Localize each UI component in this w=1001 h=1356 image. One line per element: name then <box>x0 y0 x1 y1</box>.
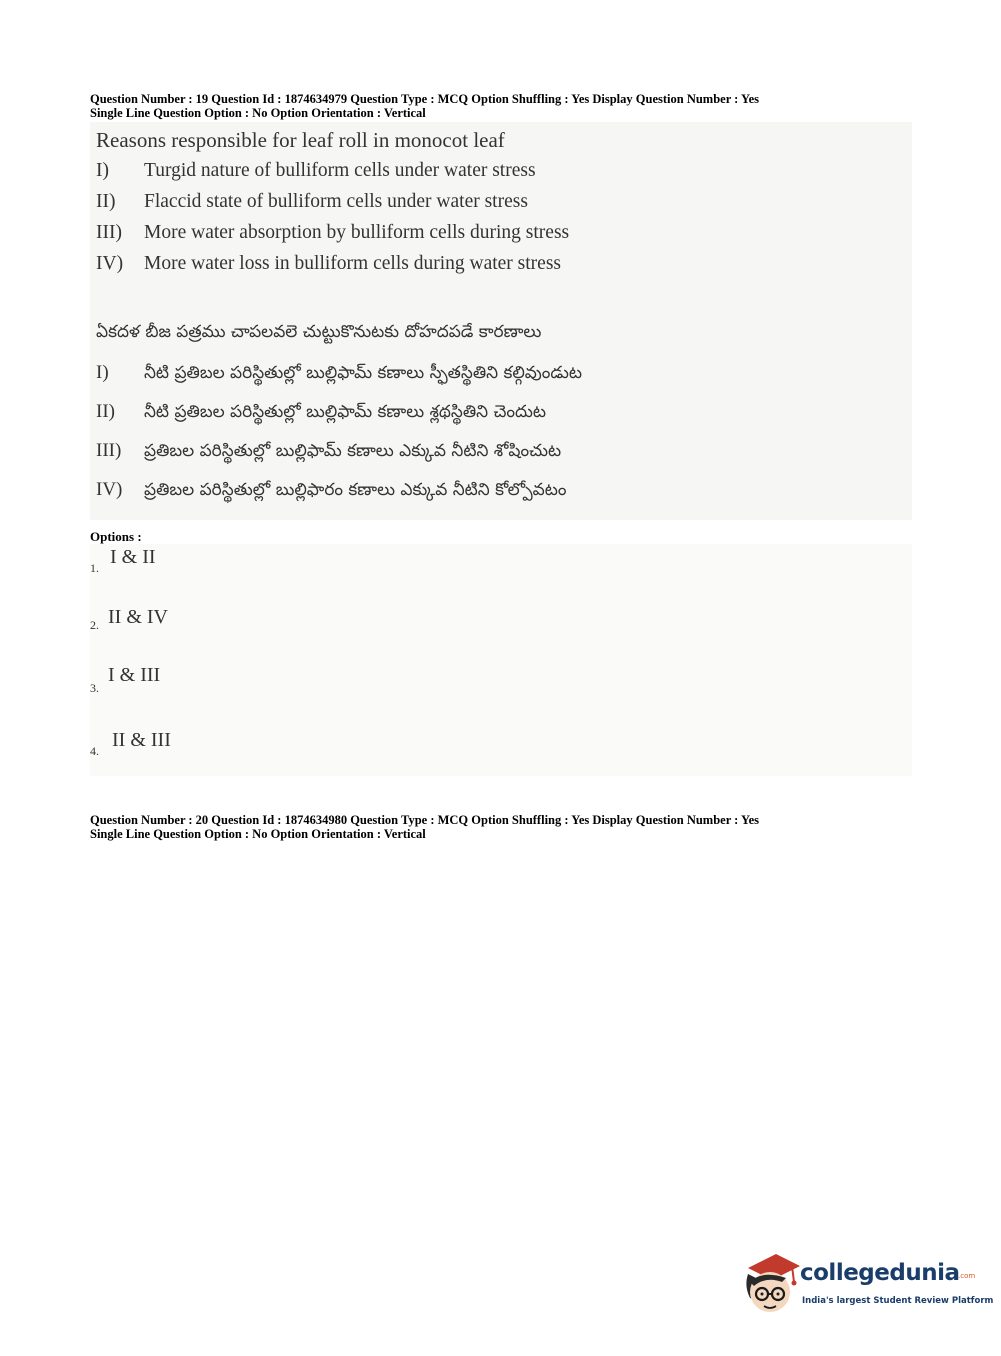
statement-3 <box>96 222 569 244</box>
telugu-title: ఏకదళ బీజ పత్రము చాపలవలె చుట్టుకొనుటకు దోహదపడే కారణాలు <box>96 322 542 342</box>
option-number: 3. <box>90 681 99 695</box>
option-number: 2. <box>90 618 99 632</box>
statement-number: I) <box>96 362 109 383</box>
options-list <box>90 544 912 776</box>
statement-text: Turgid nature of bulliform cells under water stress <box>144 160 536 181</box>
q20-meta-line1: Question Number : 20 Question Id : 1874634980 Question Type : MCQ Option Shuffling : Yes Display Question Number : Yes <box>90 813 760 827</box>
statement-number: I) <box>96 160 109 181</box>
telugu-statement-2 <box>96 401 546 426</box>
option-number: 1. <box>90 561 99 575</box>
statement-text: ప్రతిబల పరిస్థితుల్లో బుల్లిఫామ్ కణాలు ఎక్కువ నీటిని శోషించుట <box>144 441 562 461</box>
statement-number: II) <box>96 191 116 212</box>
q20-meta-line2: Single Line Question Option : No Option Orientation : Vertical <box>90 827 426 841</box>
statement-4 <box>96 253 561 275</box>
statement-text: ప్రతిబల పరిస్థితుల్లో బుల్లిఫారం కణాలు ఎక్కువ నీటిని కోల్పోవటం <box>144 480 567 500</box>
telugu-statement-3 <box>96 440 561 465</box>
q19-meta-line1: Question Number : 19 Question Id : 1874634979 Question Type : MCQ Option Shuffling : Yes Display Question Number : Yes <box>90 92 760 106</box>
logo-brand: collegedunia <box>800 1260 960 1286</box>
question-title: Reasons responsible for leaf roll in monocot leaf <box>96 128 505 152</box>
statement-text: More water absorption by bulliform cells during stress <box>144 222 570 243</box>
option-text: II & IV <box>108 606 168 628</box>
option-number: 4. <box>90 744 99 758</box>
collegedunia-logo <box>742 1252 994 1318</box>
q19-meta-line2: Single Line Question Option : No Option Orientation : Vertical <box>90 106 426 120</box>
statement-text: నీటి ప్రతిబల పరిస్థితుల్లో బుల్లిఫామ్ కణాలు స్ఫీతస్థితిని కల్గివుండుట <box>144 363 582 383</box>
statement-1 <box>96 160 536 182</box>
statement-number: IV) <box>96 479 123 500</box>
logo-suffix: .com <box>958 1272 976 1280</box>
statement-number: III) <box>96 440 122 461</box>
statement-number: IV) <box>96 253 124 274</box>
mascot-icon <box>742 1252 800 1318</box>
options-label: Options : <box>90 529 142 544</box>
option-text: I & II <box>110 546 156 568</box>
statement-text: More water loss in bulliform cells during water stress <box>144 253 561 274</box>
option-text: I & III <box>108 664 161 686</box>
question-image <box>90 122 912 520</box>
statement-text: Flaccid state of bulliform cells under water stress <box>144 191 528 212</box>
logo-tagline: India's largest Student Review Platform <box>802 1296 994 1306</box>
statement-number: III) <box>96 222 122 243</box>
option-text: II & III <box>112 729 171 751</box>
statement-2 <box>96 191 528 213</box>
telugu-statement-1 <box>96 362 582 387</box>
statement-text: నీటి ప్రతిబల పరిస్థితుల్లో బుల్లిఫామ్ కణాలు శ్లథస్థితిని చెందుట <box>144 402 547 422</box>
telugu-statement-4 <box>96 479 566 504</box>
statement-number: II) <box>96 401 115 422</box>
